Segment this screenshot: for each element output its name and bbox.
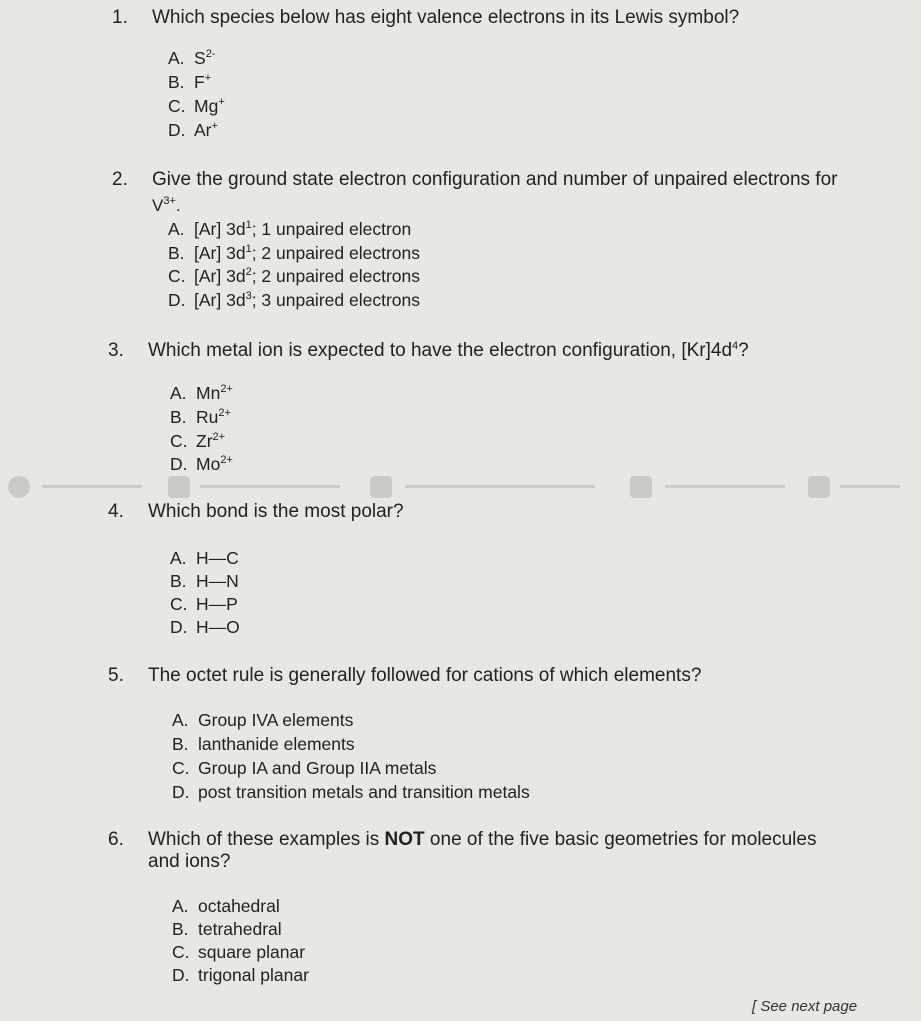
option-1c: C. Mg+ — [168, 96, 225, 116]
question-number: 6. — [108, 829, 124, 850]
option-1d: D. Ar+ — [168, 120, 218, 140]
option-2b: B. [Ar] $3d^1$; 2 unpaired electrons — [168, 243, 420, 263]
option-2a: A. [Ar] $3d^1$; 1 unpaired electron — [168, 219, 412, 239]
option-2d: D. [Ar] $3d^3$; 3 unpaired electrons — [168, 290, 420, 310]
option-6c: C. square planar — [172, 942, 306, 962]
option-4a: A. H—C — [170, 548, 239, 568]
option-3a: A. $Mn^{2+}$ — [170, 383, 233, 403]
question-2-stem-line2: $V^{3+}$. — [152, 195, 181, 215]
facebook-icon — [370, 476, 392, 498]
question-stem: 5. The octet rule is generally followed for cations of which elements? — [108, 665, 702, 686]
option-3d: D. $Mo^{2+}$ — [170, 454, 233, 474]
option-5d: D. post transition metals and transition metals — [172, 782, 530, 802]
option-4c: C. H—P — [170, 594, 238, 614]
option-4b: B. H—N — [170, 571, 239, 591]
option-4d: D. H—O — [170, 617, 240, 637]
option-2c: C. [Ar] $3d^2$; 2 unpaired electrons — [168, 266, 420, 286]
question-stem: 1. Which species below has eight valence electrons in its Lewis symbol? — [112, 7, 740, 28]
divider — [42, 485, 142, 488]
option-3b: B. $Ru^{2+}$ — [170, 407, 231, 427]
option-6d: D. trigonal planar — [172, 965, 309, 985]
option-3c: C. $Zr^{2+}$ — [170, 431, 226, 451]
question-number: 2. — [112, 169, 128, 190]
bleed-through-strip — [0, 470, 921, 504]
option-5b: B. lanthanide elements — [172, 734, 355, 754]
question-number: 5. — [108, 665, 124, 686]
divider — [840, 485, 900, 488]
question-stem: 3. Which metal ion is expected to have the electron configuration, $[Kr]4d^4$? — [108, 340, 749, 361]
question-number: 3. — [108, 340, 124, 361]
circle-icon — [8, 476, 30, 498]
twitter-icon — [630, 476, 652, 498]
see-next-page-note: [ See next page — [752, 998, 858, 1015]
option-1a: A. $S^{2-}$ — [168, 48, 216, 68]
question-number: 4. — [108, 501, 124, 522]
option-6a: A. octahedral — [172, 896, 280, 916]
question-stem: 2. Give the ground state electron configuration and number of unpaired electrons for — [112, 169, 838, 190]
option-5c: C. Group IA and Group IIA metals — [172, 758, 437, 778]
option-5a: A. Group IVA elements — [172, 710, 354, 730]
globe-icon — [168, 476, 190, 498]
option-6b: B. tetrahedral — [172, 919, 282, 939]
question-6-stem-line2: and ions? — [148, 851, 231, 872]
question-stem: 4. Which bond is the most polar? — [108, 501, 404, 522]
question-number: 1. — [112, 7, 128, 28]
share-icon — [808, 476, 830, 498]
divider — [200, 485, 340, 488]
divider — [665, 485, 785, 488]
option-1b: B. F+ — [168, 72, 212, 92]
divider — [405, 485, 595, 488]
question-stem: 6. Which of these examples is NOT one of the five basic geometries for molecules — [108, 829, 817, 850]
